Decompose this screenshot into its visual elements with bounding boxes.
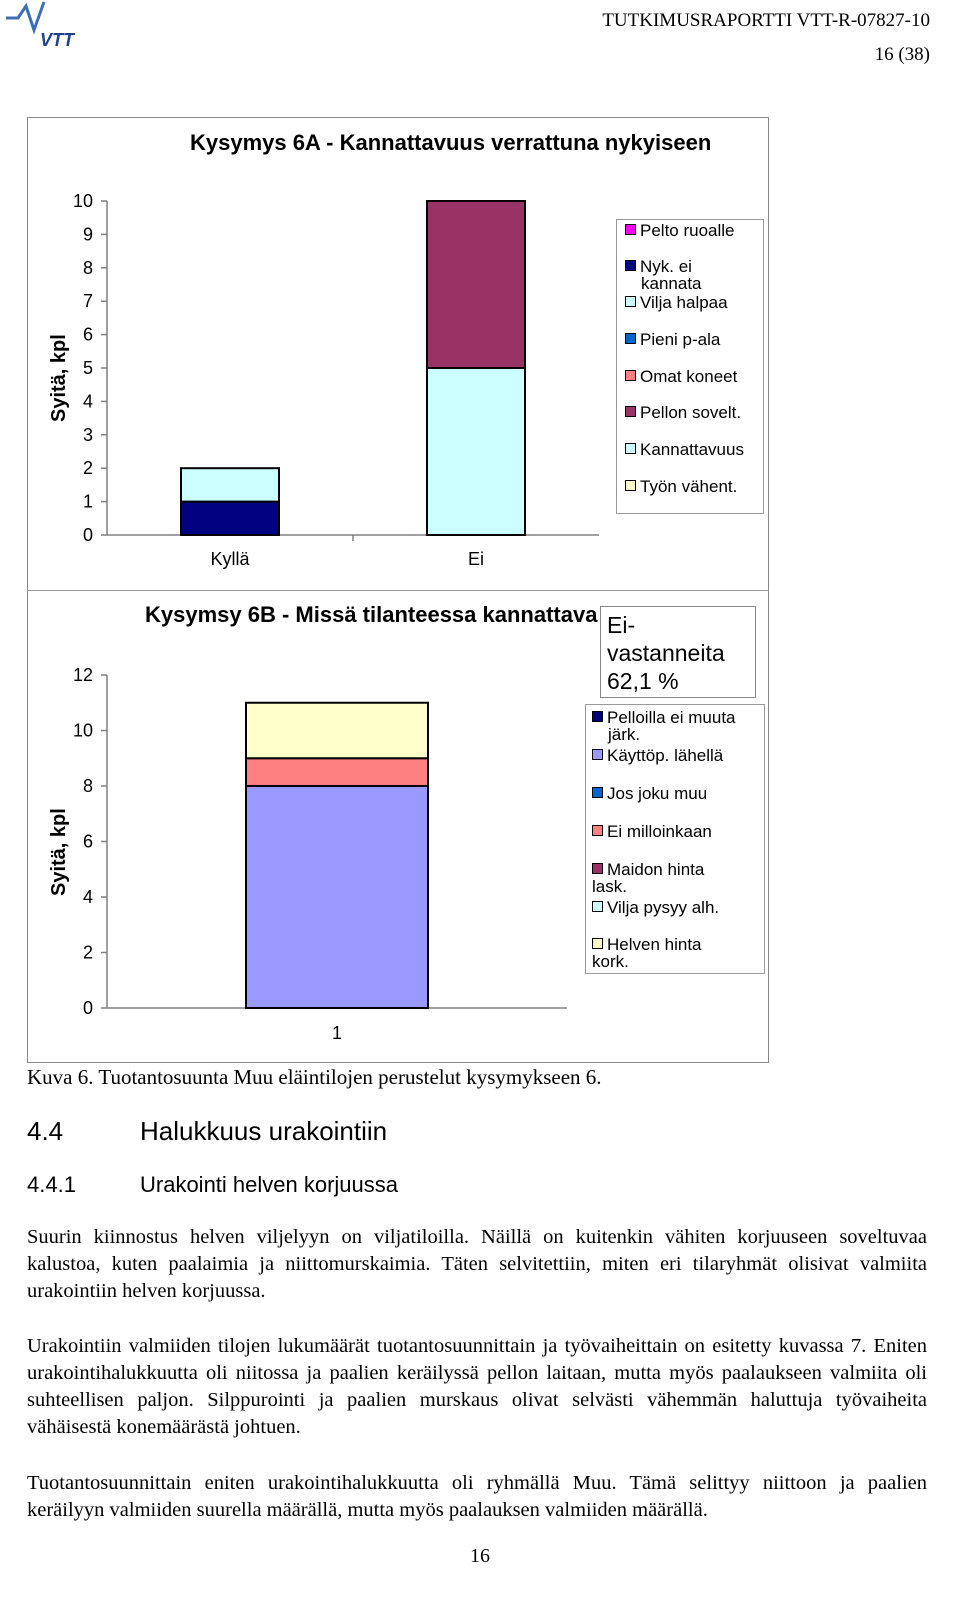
- legend-a-item-pelto-ruoalle: [625, 222, 775, 239]
- legend-b-item-ei-milloinkaan: [592, 823, 742, 840]
- legend-label: Kannattavuus: [640, 440, 744, 459]
- legend-b-item-helven-hinta-kork: [592, 936, 742, 970]
- annotation-line: Ei-: [607, 612, 636, 638]
- legend-a-item-tyon-vahent: [625, 478, 775, 495]
- legend-a-item-kannattavuus: [625, 441, 775, 458]
- vtt-logo: [4, 0, 159, 57]
- chart-a-ylabel: Syitä, kpl: [48, 334, 70, 422]
- y-tick-label: 0: [82, 525, 93, 545]
- legend-swatch: [592, 749, 603, 760]
- subsection-number: 4.4.1: [27, 1172, 76, 1197]
- legend-label: Pellon sovelt.: [640, 403, 742, 422]
- bar-segment: [427, 201, 525, 368]
- bar-segment: [246, 786, 428, 1008]
- legend-label: Pieni p-ala: [640, 330, 721, 349]
- legend-a-item-nyk-ei-kannata: [625, 258, 775, 292]
- legend-swatch: [592, 711, 603, 722]
- chart-b-ylabel: Syitä, kpl: [48, 808, 70, 896]
- legend-swatch: [625, 296, 636, 307]
- bar-segment: [181, 468, 279, 501]
- annotation-line: vastanneita: [607, 640, 725, 666]
- y-tick-label: 8: [82, 776, 93, 796]
- legend-b-item-kayttop-lahella: [592, 747, 742, 764]
- logo-text: VTT: [40, 30, 74, 50]
- y-tick-label: 2: [82, 458, 93, 479]
- page-number: 16: [470, 1545, 490, 1567]
- chart-a-legend: [616, 219, 764, 514]
- bar-segment: [246, 703, 428, 759]
- legend-b-item-vilja-pysyy-alh: [592, 899, 742, 916]
- y-tick-label: 10: [72, 191, 93, 211]
- legend-label: Jos joku muu: [607, 784, 708, 803]
- annotation-line: 62,1 %: [607, 668, 679, 694]
- report-id: TUTKIMUSRAPORTTI VTT-R-07827-10: [602, 10, 930, 31]
- paragraph-3: Tuotantosuunnittain eniten urakointihalukkuutta oli ryhmällä Muu. Tämä selittyy niittoon ja paalien keräilyyn valmiiden suurella määrällä, mutta myös paalauksen valmiiden määrällä.: [27, 1472, 927, 1521]
- section-number: 4.4: [27, 1116, 64, 1146]
- legend-swatch: [625, 260, 636, 271]
- x-category-label: 1: [331, 1023, 343, 1043]
- legend-swatch: [625, 333, 636, 344]
- legend-a-item-pieni-p-ala: [625, 331, 775, 348]
- legend-label: Pelloilla ei muuta: [607, 708, 736, 727]
- legend-label: Omat koneet: [640, 367, 738, 386]
- y-tick-label: 3: [82, 424, 93, 445]
- bar-segment: [246, 758, 428, 786]
- legend-swatch: [592, 825, 603, 836]
- paragraph-1: Suurin kiinnostus helven viljelyyn on viljatiloilla. Näillä on kuitenkin vähiten korjuuseen soveltuvaa kalustoa, kuten paalaimia ja niittomurskaimia. Täten selvitettiin, miten eri tilaryhmät olisivat valmiita urakointiin helven korjuussa.: [27, 1226, 927, 1302]
- x-category-label: Ei: [467, 549, 485, 569]
- legend-swatch: [592, 901, 603, 912]
- legend-swatch: [625, 224, 636, 235]
- y-tick-label: 4: [82, 391, 93, 412]
- legend-label: Nyk. ei: [640, 257, 692, 276]
- legend-label: kannata: [641, 274, 702, 293]
- legend-label: Vilja halpaa: [640, 293, 728, 312]
- chart-b-legend: [585, 704, 765, 974]
- section-title: Halukkuus urakointiin: [140, 1116, 388, 1146]
- legend-swatch: [625, 370, 636, 381]
- legend-a-item-omat-koneet: [625, 368, 775, 385]
- legend-label: Työn vähent.: [640, 477, 738, 496]
- legend-label: Maidon hinta lask.: [592, 860, 705, 896]
- y-tick-label: 5: [82, 358, 93, 378]
- chart-b-title: Kysymsy 6B - Missä tilanteessa kannattava: [145, 602, 598, 627]
- legend-b-item-maidon-hinta-lask: [592, 861, 742, 895]
- y-tick-label: 6: [82, 324, 93, 345]
- y-tick-label: 4: [82, 887, 93, 907]
- y-tick-label: 6: [82, 831, 93, 852]
- chart-b-annotation: [600, 606, 756, 698]
- chart-a-title: Kysymys 6A - Kannattavuus verrattuna nykyiseen: [190, 130, 712, 155]
- y-tick-label: 2: [82, 942, 93, 963]
- figure-caption: Kuva 6. Tuotantosuunta Muu eläintilojen perustelut kysymykseen 6.: [27, 1065, 602, 1089]
- legend-label: Pelto ruoalle: [640, 221, 735, 240]
- chart-b-plot: [27, 650, 587, 1050]
- chart-a-plot: [27, 180, 607, 580]
- y-tick-label: 9: [82, 224, 93, 245]
- bar-segment: [427, 368, 525, 535]
- y-tick-label: 8: [82, 257, 93, 278]
- y-tick-label: 1: [82, 491, 93, 512]
- legend-label: Helven hinta kork.: [592, 935, 702, 971]
- bar-segment: [181, 502, 279, 535]
- legend-swatch: [592, 787, 603, 798]
- legend-a-item-vilja-halpaa: [625, 294, 775, 311]
- legend-label: Vilja pysyy alh.: [607, 898, 720, 917]
- legend-swatch: [592, 863, 603, 874]
- legend-b-item-jos-joku-muu: [592, 785, 742, 802]
- legend-label: Käyttöp. lähellä: [607, 746, 724, 765]
- legend-swatch: [592, 938, 603, 949]
- chart-divider: [27, 590, 769, 591]
- y-tick-label: 12: [72, 665, 93, 685]
- legend-label: järk.: [608, 725, 641, 744]
- legend-swatch: [625, 480, 636, 491]
- y-tick-label: 0: [82, 998, 93, 1018]
- vtt-logo-icon: [4, 0, 159, 52]
- legend-swatch: [625, 443, 636, 454]
- legend-label: Ei milloinkaan: [607, 822, 712, 841]
- legend-swatch: [625, 406, 636, 417]
- y-tick-label: 7: [82, 291, 93, 312]
- paragraph-2: Urakointiin valmiiden tilojen lukumäärät tuotantosuunnittain ja työvaiheittain on esitetty kuvassa 7. Eniten urakointihalukkuutta oli niitossa ja paalien keräilyssä pellon laitaan, mutta myös paalaukseen valmiita oli suhteellisen paljon. Silppurointi ja paalien murskaus olivat selvästi vähemmän haluttuja työvaiheita vähäisestä konemäärästä johtuen.: [27, 1335, 927, 1438]
- subsection-title: Urakointi helven korjuussa: [140, 1172, 399, 1197]
- legend-b-item-pelloilla-ei-muuta: [592, 709, 742, 743]
- x-category-label: Kyllä: [210, 549, 250, 569]
- y-tick-label: 10: [72, 720, 93, 741]
- page-count: 16 (38): [874, 44, 930, 65]
- legend-a-item-pellon-sovelt: [625, 404, 775, 421]
